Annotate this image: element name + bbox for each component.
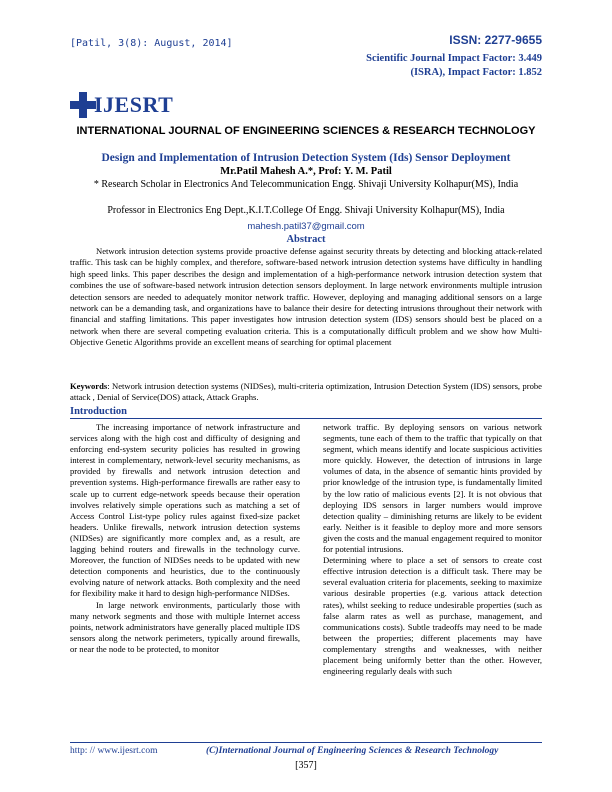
plus-logo-icon (70, 92, 96, 118)
impact-factor-line2: (ISRA), Impact Factor: 1.852 (410, 67, 542, 78)
affiliation-2: Professor in Electronics Eng Dept.,K.I.T.College Of Engg. Shivaji University Kolhapur(MS), India (107, 205, 505, 216)
intro-right-paragraph-1: network traffic. By deploying sensors on various network segments, tune each of them to the traffic that typically on that segment, which means identify and locate suspicious activities more quickly. However, the detection of intrusions in large volumes of data, in the absence of semantic hints provided by prior knowledge of the intrusion type, is fundamentally limited by the low ratio of malicious events [2]. It is not obvious that deploying IDS sensors in larger numbers would improve detection quality – diminishing returns are likely to be evident early. Neither is it feasible to deploy more and more sensors given the costs and the manual engagement required to monitor for potential intrusions. (323, 422, 542, 555)
footer-copyright: (C)International Journal of Engineering Sciences & Research Technology (206, 746, 499, 756)
authors: Mr.Patil Mahesh A.*, Prof: Y. M. Patil (220, 166, 392, 177)
journal-name: INTERNATIONAL JOURNAL OF ENGINEERING SCIENCES & RESEARCH TECHNOLOGY (76, 125, 536, 137)
intro-left-paragraph-2: In large network environments, particularly those with many network segments and those with multiple Internet access points, network administrators have generally placed multiple IDS sensors along the network perimeters, typically around firewalls, or near the node to be protected, to monitor (70, 599, 300, 654)
logo-text: IJESRT (94, 92, 174, 117)
impact-factor (366, 52, 542, 80)
affiliation-1: * Research Scholar in Electronics And Telecommunication Engg. Shivaji University Kolhapur(MS), India (93, 179, 519, 190)
issn: ISSN: 2277-9655 (449, 33, 542, 47)
intro-left-column (70, 422, 300, 655)
intro-right-paragraph-2: Determining where to place a set of sensors to create cost effective intrusion detection is a difficult task. There may be several evaluation criteria for placements, seeking to maximize various desirable properties (e.g. various attack detection rates), whilst seeking to reduce undesirable properties (such as false alarm rates as well as purchase, management, and communications costs). Subtle tradeoffs may need to be made between the properties; different placements may have complementary strengths and weaknesses, with neither placement being uniformly better than the other. However, engineering regularly deals with such (323, 555, 542, 677)
paper-title: Design and Implementation of Intrusion Detection System (Ids) Sensor Deployment (101, 152, 511, 164)
intro-right-column (323, 422, 542, 677)
page-number: [357] (295, 760, 317, 771)
keywords-label: Keywords (70, 381, 108, 391)
citation-header: [Patil, 3(8): August, 2014] (70, 38, 233, 49)
keywords (70, 381, 542, 404)
impact-factor-line1: Scientific Journal Impact Factor: 3.449 (366, 53, 542, 64)
abstract-heading: Abstract (286, 234, 326, 245)
author-email[interactable]: mahesh.patil37@gmail.com (247, 221, 365, 232)
footer-url[interactable]: http: // www.ijesrt.com (70, 746, 158, 756)
intro-left-paragraph-1: The increasing importance of network infrastructure and services along with the high cost and difficulty of designing and enforcing end-system security policies has resulted in growing interest in complementary, network-level security mechanisms, as provided by firewalls and network intrusion detection and prevention systems. High-performance firewalls are rather easy to scale up to current edge-network speeds because their operation involves relatively simple operations such as matching a set of Access Control List-type policy rules against fixed-size packet headers. Unlike firewalls, network intrusion detection systems (NIDSes) are significantly more complex and, as a result, are lagging behind routers and firewalls in the technology curve. Moreover, the function of NIDSes needs to be updated with new detection components and heuristics, due to the continuously evolving nature of network attacks. Both complexity and the need for flexibility make it hard to design high-performance NIDSes. (70, 422, 300, 599)
introduction-heading: Introduction (70, 406, 542, 419)
keywords-text: : Network intrusion detection systems (NIDSes), multi-criteria optimization, Intrusion Detection System (IDS) sensors, probe attack , Denial of Service(DOS) attack, Attack Graphs. (70, 381, 542, 403)
abstract-text: Network intrusion detection systems provide proactive defense against security threats by detecting and blocking attack-related traffic. This task can be highly complex, and therefore, software-based network intrusion detection systems have difficulty in handling high speed links. This paper describes the design and implementation of a high-performance network intrusion detection system that combines the use of software-based network intrusion detection sensors deployment. In large network environments multiple intrusion detection sensors are needed to adequately monitor network traffic. However, deploying and managing additional sensors on a large network can be a demanding task, and organizations have to balance their desire for detecting intrusions throughout their network with financial and staffing limitations. This paper investigates how intrusion detection system (IDS) sensors should best be placed on a network when there are several competing evaluation criteria. This is a computationally difficult problem and we show how Multi-Objective Genetic Algorithms provide an excellent means of searching for optimal placement (70, 246, 542, 348)
footer-divider (70, 742, 542, 743)
